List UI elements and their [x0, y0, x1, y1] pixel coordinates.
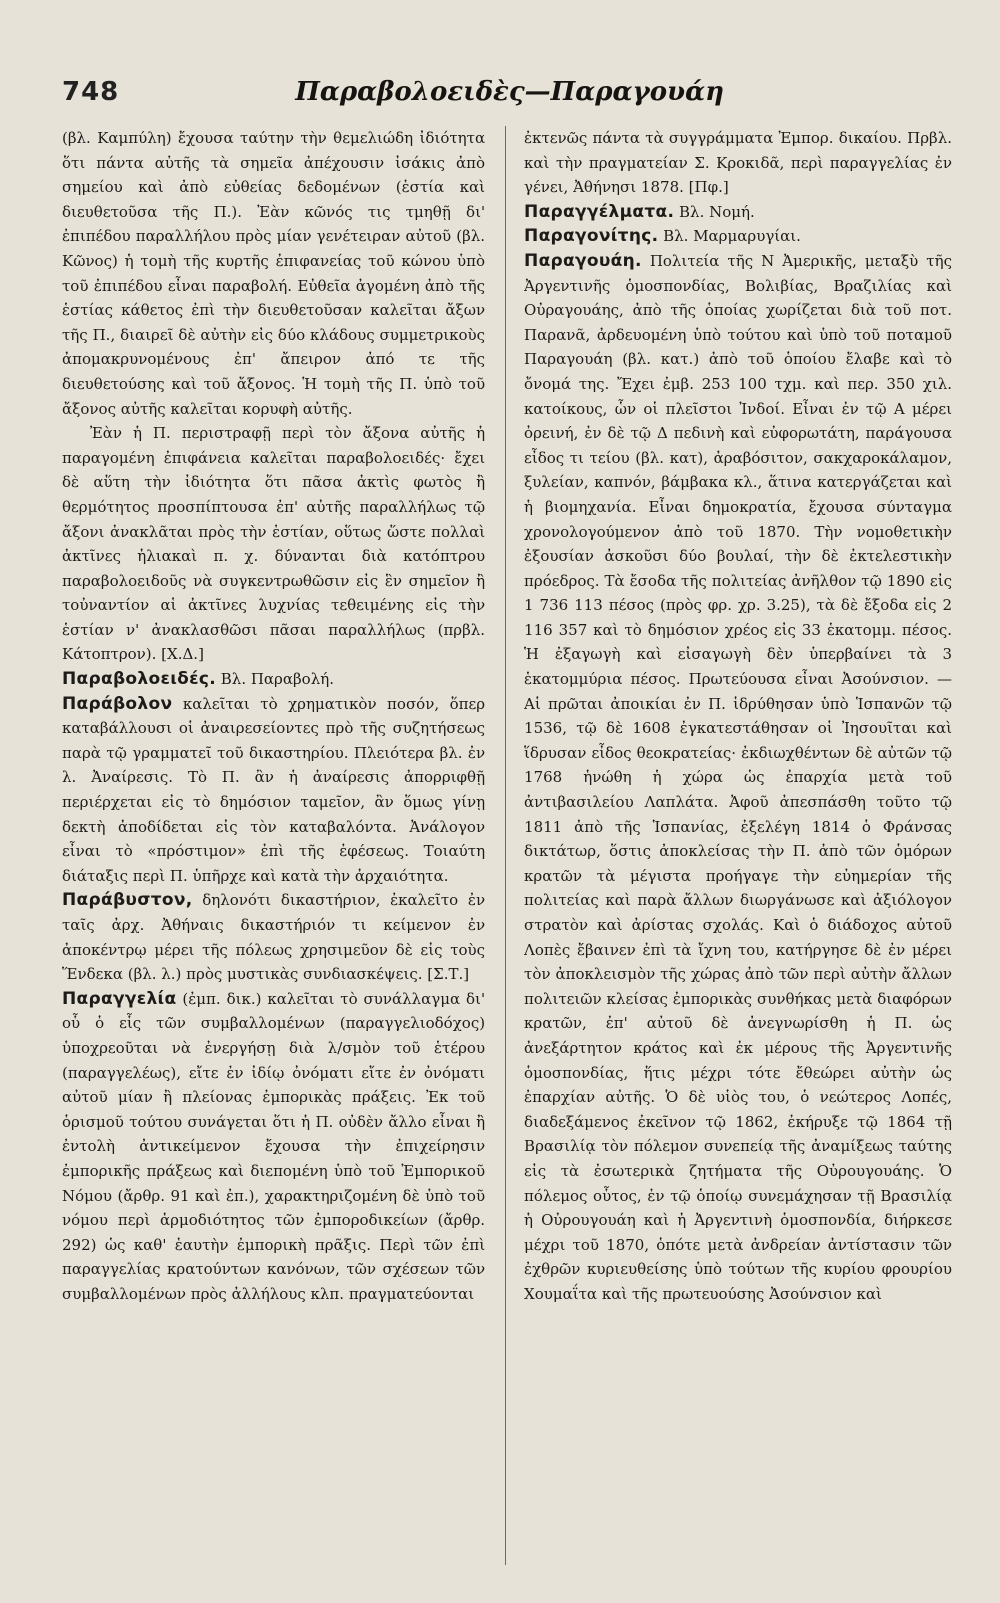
dictionary-entry	[62, 667, 485, 692]
entry-headword: Παραγγέλματα.	[524, 201, 675, 222]
page-number: 748	[62, 77, 120, 107]
paragraph: ἐκτενῶς πάντα τὰ συγγράμματα Ἐμπορ. δικαίου. Πρβλ. καὶ τὴν πραγματείαν Σ. Κροκιδᾶ, περὶ παραγγελίας ἐν γένει, Ἀθήνησι 1878. [Πφ.]	[524, 129, 952, 197]
entry-headword: Παραγουάη.	[524, 250, 642, 271]
entry-headword: Παραβολοειδές.	[62, 669, 217, 690]
entry-text: Βλ. Παραβολή.	[216, 670, 334, 689]
page-header	[62, 72, 940, 112]
entry-text: Βλ. Μαρμαρυγίαι.	[658, 227, 801, 246]
running-title: Παραβολοειδὲς—Παραγουάη	[295, 77, 725, 107]
right-column	[524, 126, 952, 1565]
dictionary-entry	[62, 987, 485, 1307]
text-columns	[62, 126, 952, 1565]
dictionary-entry	[524, 224, 952, 249]
dictionary-entry	[524, 249, 952, 1307]
paragraph: (βλ. Καμπύλη) ἔχουσα ταύτην τὴν θεμελιώδη ἰδιότητα ὅτι πάντα αὐτῆς τὰ σημεῖα ἀπέχουσιν ἰσάκις ἀπὸ σημείου καὶ ἀπὸ εὐθείας δεδομένων (ἑστία καὶ διευθετοῦσα τῆς Π.). Ἐὰν κῶνός τις τμηθῇ δι' ἐπιπέδου παραλλήλου πρὸς μίαν γενέτειραν αὐτοῦ (βλ. Κῶνος) ἡ τομὴ τῆς κυρτῆς ἐπιφανείας τοῦ κώνου ὑπὸ τοῦ ἐπιπέδου εἶναι παραβολή. Εὐθεῖα ἀγομένη ἀπὸ τῆς ἑστίας κάθετος ἐπὶ τὴν διευθετοῦσαν καλεῖται ἄξων τῆς Π., διαιρεῖ δὲ αὐτὴν εἰς δύο κλάδους συμμετρικοὺς ἀπομακρυνομένους ἐπ' ἄπειρον ἀπό τε τῆς διευθετούσης καὶ τοῦ ἄξονος. Ἡ τομὴ τῆς Π. ὑπὸ τοῦ ἄξονος αὐτῆς καλεῖται κορυφὴ αὐτῆς.	[62, 129, 486, 418]
entry-text: Βλ. Νομή.	[674, 202, 755, 221]
entry-headword: Παραγγελία	[62, 988, 177, 1009]
dictionary-entry	[524, 200, 952, 225]
dictionary-entry	[62, 692, 485, 889]
entry-headword: Παραγονίτης.	[524, 226, 659, 247]
entry-headword: Παράβολον	[62, 693, 173, 714]
dictionary-entry	[62, 888, 485, 986]
left-column	[62, 126, 505, 1565]
paragraph: Ἐὰν ἡ Π. περιστραφῇ περὶ τὸν ἄξονα αὐτῆς ἡ παραγομένη ἐπιφάνεια καλεῖται παραβολοειδές· ἔχει δὲ αὕτη τὴν ἰδιότητα ὅτι πᾶσα ἀκτὶς φωτὸς ἢ θερμότητος προσπίπτουσα ἐπ' αὐτῆς παραλλήλως τῷ ἄξονι ἀνακλᾶται πρὸς τὴν ἑστίαν, οὕτως ὥστε πολλαὶ ἀκτῖνες ἡλιακαὶ π. χ. δύνανται διὰ κατόπτρου παραβολοειδοῦς νὰ συγκεντρωθῶσιν εἰς ἓν σημεῖον ἢ τοὐναντίον αἱ ἀκτῖνες λυχνίας τεθειμένης εἰς τὴν ἑστίαν ν' ἀνακλασθῶσι πᾶσαι παραλλήλως (πρβλ. Κάτοπτρον). [Χ.Δ.]	[62, 424, 486, 664]
entry-text: (ἐμπ. δικ.) καλεῖται τὸ συνάλλαγμα δι' οὗ ὁ εἷς τῶν συμβαλλομένων (παραγγελιοδόχος) ὑποχρεοῦται νὰ ἐνεργήσῃ διὰ λ/σμὸν τοῦ ἑτέρου (παραγγελέως), εἴτε ἐν ἰδίῳ ὀνόματι εἴτε ἐν ὀνόματι αὐτοῦ μίαν ἢ πλείονας ἐμπορικὰς πράξεις. Ἐκ τοῦ ὁρισμοῦ τούτου συνάγεται ὅτι ἡ Π. οὐδὲν ἄλλο εἶναι ἢ ἐντολὴ ἀντικείμενον ἔχουσα τὴν ἐπιχείρησιν ἐμπορικῆς πράξεως καὶ διεπομένη ὑπὸ τοῦ Ἐμπορικοῦ Νόμου (ἄρθρ. 91 καὶ ἐπ.), χαρακτηριζομένη δὲ ὑπὸ τοῦ νόμου περὶ ἁρμοδιότητος τῶν ἐμποροδικείων (ἄρθρ. 292) ὡς καθ' ἑαυτὴν ἐμπορικὴ πρᾶξις. Περὶ τῶν ἐπὶ παραγγελίας κρατούντων κανόνων, τῶν σχέσεων τῶν συμβαλλομένων πρὸς ἀλλήλους κλπ. πραγματεύονται	[62, 989, 486, 1303]
entry-text: δηλονότι δικαστήριον, ἐκαλεῖτο ἐν ταῖς ἀρχ. Ἀθήναις δικαστήριόν τι κείμενον ἐν ἀποκέντρῳ μέρει τῆς πόλεως χρησιμεῦον δὲ εἰς τοὺς Ἕνδεκα (βλ. λ.) πρὸς μυστικὰς συνδιασκέψεις. [Σ.Τ.]	[62, 891, 486, 984]
entry-text: Πολιτεία τῆς Ν Ἀμερικῆς, μεταξὺ τῆς Ἀργεντινῆς ὁμοσπονδίας, Βολιβίας, Βραζιλίας καὶ Οὐραγουάης, ἀπὸ τῆς ὁποίας χωρίζεται διὰ τοῦ ποτ. Παρανᾶ, ἀρδευομένη ὑπὸ τούτου καὶ ὑπὸ τοῦ ποταμοῦ Παραγουάη (βλ. κατ.) ἀπὸ τοῦ ὁποίου ἔλαβε καὶ τὸ ὄνομά της. Ἔχει ἐμβ. 253 100 τχμ. καὶ περ. 350 χιλ. κατοίκους, ὧν οἱ πλεῖστοι Ἰνδοί. Εἶναι ἐν τῷ Α μέρει ὀρεινή, ἐν δὲ τῷ Δ πεδινὴ καὶ εὐφορωτάτη, παράγουσα εἶδος τι τείου (βλ. κατ), ἀραβόσιτον, σακχαροκάλαμον, ξυλείαν, καπνόν, βάμβακα κλ., ἅτινα κατεργάζεται καὶ ἡ βιομηχανία. Εἶναι δημοκρατία, ἔχουσα σύνταγμα χρονολογούμενον ἀπὸ τοῦ 1870. Τὴν νομοθετικὴν ἐξουσίαν ἀσκοῦσι δύο βουλαί, τὴν δὲ ἐκτελεστικὴν πρόεδρος. Τὰ ἔσοδα τῆς πολιτείας ἀνῆλθον τῷ 1890 εἰς 1 736 113 πέσος (πρὸς φρ. χρ. 3.25), τὰ δὲ ἔξοδα εἰς 2 116 357 καὶ τὸ δημόσιον χρέος εἰς 33 ἑκατομμ. πέσος. Ἡ ἐξαγωγὴ καὶ εἰσαγωγὴ δὲν ὑπερβαίνει τὰ 3 ἑκατομμύρια πέσος. Πρωτεύουσα εἶναι Ἀσούνσιον. — Αἱ πρῶται ἀποικίαι ἐν Π. ἱδρύθησαν ὑπὸ Ἱσπανῶν τῷ 1536, τῷ δὲ 1608 ἐγκατεστάθησαν οἱ Ἰησουῖται καὶ ἵδρυσαν εἶδος θεοκρατείας· ἐκδιωχθέντων δὲ αὐτῶν τῷ 1768 ἡνώθη ἡ χώρα ὡς ἐπαρχία μετὰ τοῦ ἀντιβασιλείου Λαπλάτα. Ἀφοῦ ἀπεσπάσθη τοῦτο τῷ 1811 ἀπὸ τῆς Ἱσπανίας, ἐξελέγη 1814 ὁ Φράνσας δικτάτωρ, ὅστις ἀποκλείσας τὴν Π. ἀπὸ τῶν ὁμόρων κρατῶν τὰ μέγιστα προήγαγε τὴν εὐημερίαν τῆς πολιτείας καὶ παρὰ ἄλλων διωργάνωσε καὶ ἀξιόλογον στρατὸν καὶ ἀρίστας σχολάς. Καὶ ὁ διάδοχος αὐτοῦ Λοπὲς ἔβαινεν ἐπὶ τὰ ἴχνη του, κατήργησε δὲ ἐν μέρει τὸν ἀποκλεισμὸν τῆς χώρας ἀπὸ τῶν περὶ αὐτὴν ἄλλων πολιτειῶν κλείσας ἐμπορικὰς συνθήκας μετὰ διαφόρων κρατῶν, ἐπ' αὐτοῦ δὲ ἀνεγνωρίσθη ἡ Π. ὡς ἀνεξάρτητον κράτος καὶ ἐκ μέρους τῆς Ἀργεντινῆς ὁμοσπονδίας, ἥτις μέχρι τότε ἔθεώρει αὐτὴν ὡς ἐπαρχίαν αὐτῆς. Ὁ δὲ υἱὸς του, ὁ νεώτερος Λοπές, διαδεξάμενος ἐκεῖνον τῷ 1862, ἐκήρυξε τῷ 1864 τῇ Βρασιλίᾳ τὸν πόλεμον συνεπείᾳ τῆς ἀναμίξεως ταύτης εἰς τὰ ἐσωτερικὰ ζητήματα τῆς Οὐρουγουάης. Ὁ πόλεμος οὗτος, ἐν τῷ ὁποίῳ συνεμάχησαν τῇ Βρασιλίᾳ ἡ Οὐρουγουάη καὶ ἡ Ἀργεντινὴ ὁμοσπονδία, διήρκεσε μέχρι τοῦ 1870, ὁπότε μετὰ ἀνδρείαν ἀντίστασιν τῶν ἐχθρῶν κυριευθείσης ὑπὸ τούτων τῆς κυρίου φρουρίου Χουμαΐτα καὶ τῆς πρωτευούσης Ἀσούνσιον καὶ	[524, 251, 952, 1303]
entry-headword: Παράβυστον,	[62, 890, 193, 911]
entry-text: καλεῖται τὸ χρηματικὸν ποσόν, ὅπερ καταβάλλουσι οἱ ἀναιρεσείοντες πρὸ τῆς συζητήσεως παρὰ τῷ γραμματεῖ τοῦ δικαστηρίου. Πλειότερα βλ. ἐν λ. Ἀναίρεσις. Τὸ Π. ἂν ἡ ἀναίρεσις ἀπορριφθῇ περιέρχεται εἰς τὸ δημόσιον ταμεῖον, ἂν ὅμως γίνῃ δεκτὴ ἀποδίδεται εἰς τὸν καταβαλόντα. Ἀνάλογον εἶναι τὸ «πρόστιμον» ἐπὶ τῆς ἐφέσεως. Τοιαύτη διάταξις περὶ Π. ὑπῆρχε καὶ κατὰ τὴν ἀρχαιότητα.	[62, 694, 486, 885]
column-divider	[505, 126, 506, 1565]
